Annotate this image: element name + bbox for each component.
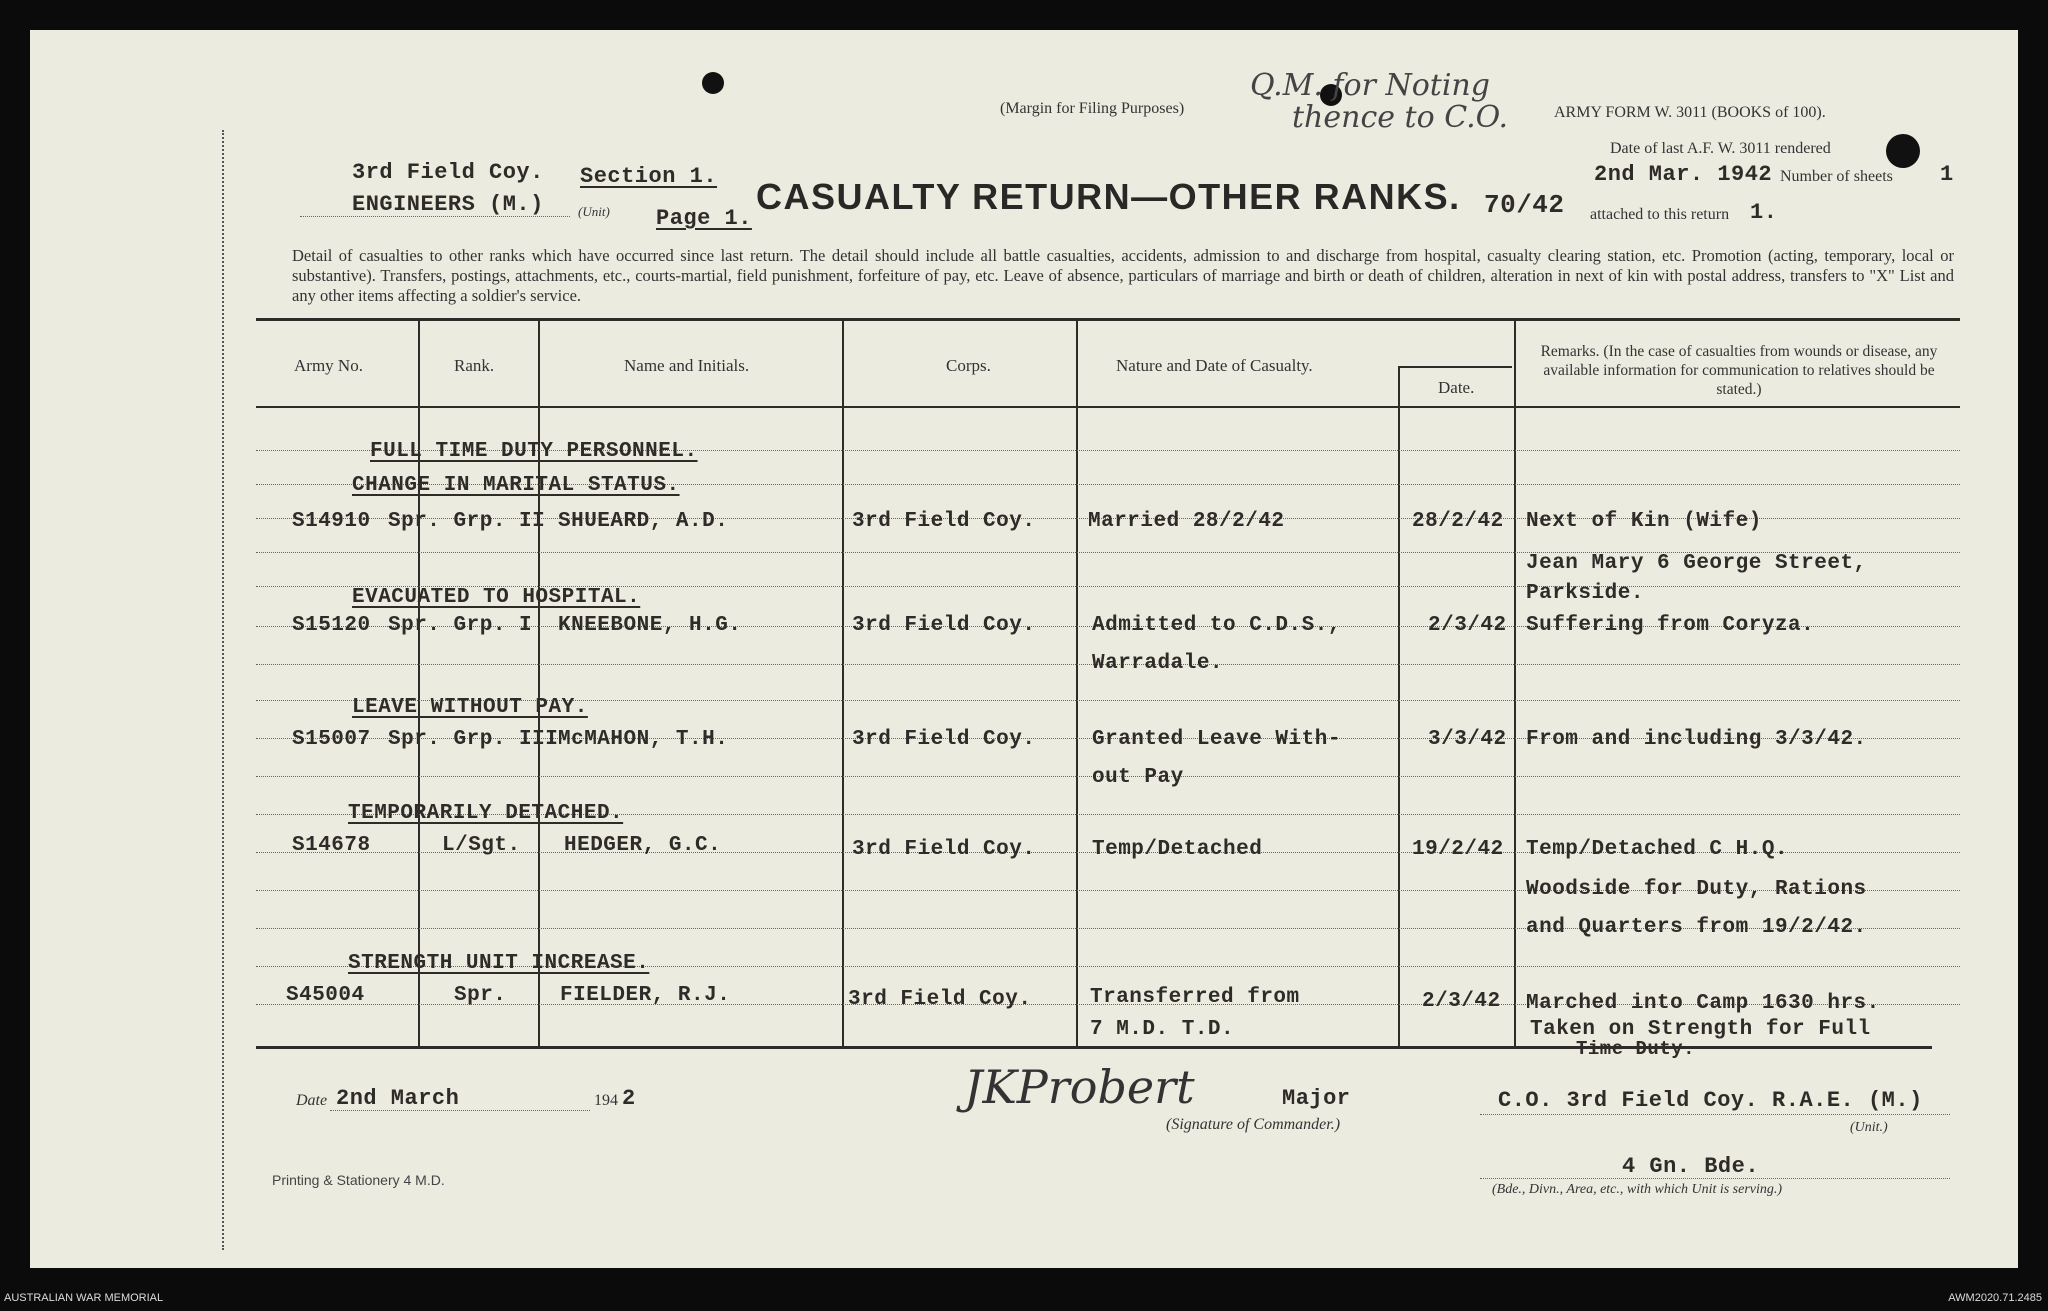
col-rank: Rank. [454, 356, 495, 375]
handwritten-note-1: Q.M. for Noting [1250, 68, 1490, 103]
table-row-5-remarks-3: Time Duty. [1576, 1038, 1696, 1060]
date-last-label: Date of last A.F. W. 3011 rendered [1610, 140, 1831, 157]
table-row-3-date: 3/3/42 [1428, 728, 1507, 751]
unit-label: (Unit) [578, 204, 610, 219]
table-row-2-army-no: S15120 [292, 614, 371, 637]
section-label: Section 1. [580, 164, 718, 189]
table-row-2-corps: 3rd Field Coy. [852, 614, 1036, 637]
printer-note: Printing & Stationery 4 M.D. [272, 1172, 445, 1188]
table-row-4-remarks-2: Woodside for Duty, Rations [1526, 878, 1867, 901]
table-row-4-nature: Temp/Detached [1092, 838, 1263, 861]
table-row-1-rank: Spr. Grp. II [388, 510, 546, 533]
table-row-2-name: KNEEBONE, H.G. [558, 614, 742, 637]
table-row-3-nature-2: out Pay [1092, 766, 1184, 789]
col-corps: Corps. [946, 356, 991, 375]
date-last-value: 2nd Mar. 1942 [1594, 162, 1773, 187]
table-row-1-name: SHUEARD, A.D. [558, 510, 729, 533]
table-row-3-corps: 3rd Field Coy. [852, 728, 1036, 751]
margin-line [222, 130, 224, 1250]
table-row-2-remarks: Suffering from Coryza. [1526, 614, 1815, 637]
table-row-4-remarks-3: and Quarters from 19/2/42. [1526, 916, 1867, 939]
table-row-4-remarks: Temp/Detached C H.Q. [1526, 838, 1789, 861]
table-row-5-remarks-2: Taken on Strength for Full [1530, 1018, 1871, 1041]
table-row-2-rank: Spr. Grp. I [388, 614, 533, 637]
section-leave: LEAVE WITHOUT PAY. [352, 696, 588, 719]
col-army-no: Army No. [294, 356, 363, 375]
unit-line-2: ENGINEERS (M.) [352, 192, 544, 217]
table-row-3-name: McMAHON, T.H. [558, 728, 729, 751]
archive-credit-left: AUSTRALIAN WAR MEMORIAL [4, 1292, 164, 1304]
footer-year-suffix: 2 [622, 1086, 636, 1111]
table-row-1-army-no: S14910 [292, 510, 371, 533]
number-sheets-label: Number of sheets [1780, 168, 1893, 185]
form-title: CASUALTY RETURN—OTHER RANKS. [756, 176, 1461, 217]
attached-value: 1. [1750, 200, 1778, 225]
table-row-3-nature: Granted Leave With- [1092, 728, 1341, 751]
table-row-3-rank: Spr. Grp. III [388, 728, 559, 751]
table-row-5-nature-2: 7 M.D. T.D. [1090, 1018, 1235, 1041]
army-form-label: ARMY FORM W. 3011 (BOOKS of 100). [1554, 104, 1826, 121]
section-evacuated: EVACUATED TO HOSPITAL. [352, 586, 641, 609]
table-row-5-remarks: Marched into Camp 1630 hrs. [1526, 992, 1880, 1015]
col-remarks: Remarks. (In the case of casualties from wounds or disease, any available information for communication to relatives should be stated.) [1540, 343, 1938, 398]
table-row-1-date: 28/2/42 [1412, 510, 1504, 533]
instructions: Detail of casualties to other ranks which have occurred since last return. The detail should include all battle casualties, accidents, admission to and discharge from hospital, casualty clearing station, etc. Promotion (acting, temporary, local or substantive). Transfers, postings, attachments, etc., courts-martial, field punishment, forfeiture of pay, etc. Leave of absence, particulars of marriage and birth or death of children, alteration in next of kin with postal address, transfers to "X" List and any other items affecting a soldier's service. [292, 246, 1954, 305]
footer-unit-label: (Unit.) [1850, 1120, 1888, 1135]
table-row-4-name: HEDGER, G.C. [564, 834, 722, 857]
table-row-5-corps: 3rd Field Coy. [848, 988, 1032, 1011]
table-row-1-corps: 3rd Field Coy. [852, 510, 1036, 533]
table-row-4-army-no: S14678 [292, 834, 371, 857]
archive-credit-right: AWM2020.71.2485 [1948, 1292, 2042, 1304]
table-row-4-rank: L/Sgt. [442, 834, 521, 857]
table-row-4-corps: 3rd Field Coy. [852, 838, 1036, 861]
footer-year-prefix: 194 [594, 1092, 618, 1109]
col-nature: Nature and Date of Casualty. [1116, 356, 1313, 375]
table-row-2-nature: Admitted to C.D.S., [1092, 614, 1341, 637]
table-row-5-rank: Spr. [454, 984, 507, 1007]
footer-date-label: Date [296, 1092, 328, 1109]
table-row-2-date: 2/3/42 [1428, 614, 1507, 637]
handwritten-note-2: thence to C.O. [1292, 100, 1508, 135]
commander-signature: JKProbert [964, 1060, 1195, 1114]
brigade: 4 Gn. Bde. [1622, 1154, 1760, 1179]
section-marital: CHANGE IN MARITAL STATUS. [352, 474, 680, 497]
number-sheets-value: 1 [1940, 162, 1954, 187]
section-strength: STRENGTH UNIT INCREASE. [348, 952, 650, 975]
col-name: Name and Initials. [624, 356, 750, 375]
signature-label: (Signature of Commander.) [1166, 1116, 1341, 1133]
footer-date-value: 2nd March [336, 1086, 460, 1111]
table-row-5-name: FIELDER, R.J. [560, 984, 731, 1007]
table-row-3-army-no: S15007 [292, 728, 371, 751]
table-row-5-nature: Transferred from [1090, 986, 1300, 1009]
attached-label: attached to this return [1590, 206, 1730, 223]
margin-note: (Margin for Filing Purposes) [1000, 100, 1185, 117]
table-row-5-date: 2/3/42 [1422, 990, 1501, 1013]
col-date: Date. [1438, 378, 1475, 397]
section-detached: TEMPORARILY DETACHED. [348, 802, 624, 825]
commander-title: Major [1282, 1086, 1351, 1111]
punch-hole-1 [702, 72, 724, 94]
table-row-5-army-no: S45004 [286, 984, 365, 1007]
table-row-1-remarks-3: Parkside. [1526, 582, 1644, 605]
table-row-1-remarks: Next of Kin (Wife) [1526, 510, 1762, 533]
unit-line-1: 3rd Field Coy. [352, 160, 544, 185]
brigade-label: (Bde., Divn., Area, etc., with which Unit is serving.) [1492, 1182, 1783, 1197]
section-full-time: FULL TIME DUTY PERSONNEL. [370, 440, 698, 463]
table-row-1-nature: Married 28/2/42 [1088, 510, 1285, 533]
table-row-4-date: 19/2/42 [1412, 838, 1504, 861]
form-sheet [30, 30, 2018, 1268]
table-row-2-nature-2: Warradale. [1092, 652, 1224, 675]
co-unit: C.O. 3rd Field Coy. R.A.E. (M.) [1498, 1088, 1923, 1113]
page-label: Page 1. [656, 206, 752, 231]
return-number: 70/42 [1484, 190, 1565, 220]
punch-hole-3 [1886, 134, 1920, 168]
table-row-1-remarks-2: Jean Mary 6 George Street, [1526, 552, 1867, 575]
table-row-3-remarks: From and including 3/3/42. [1526, 728, 1867, 751]
